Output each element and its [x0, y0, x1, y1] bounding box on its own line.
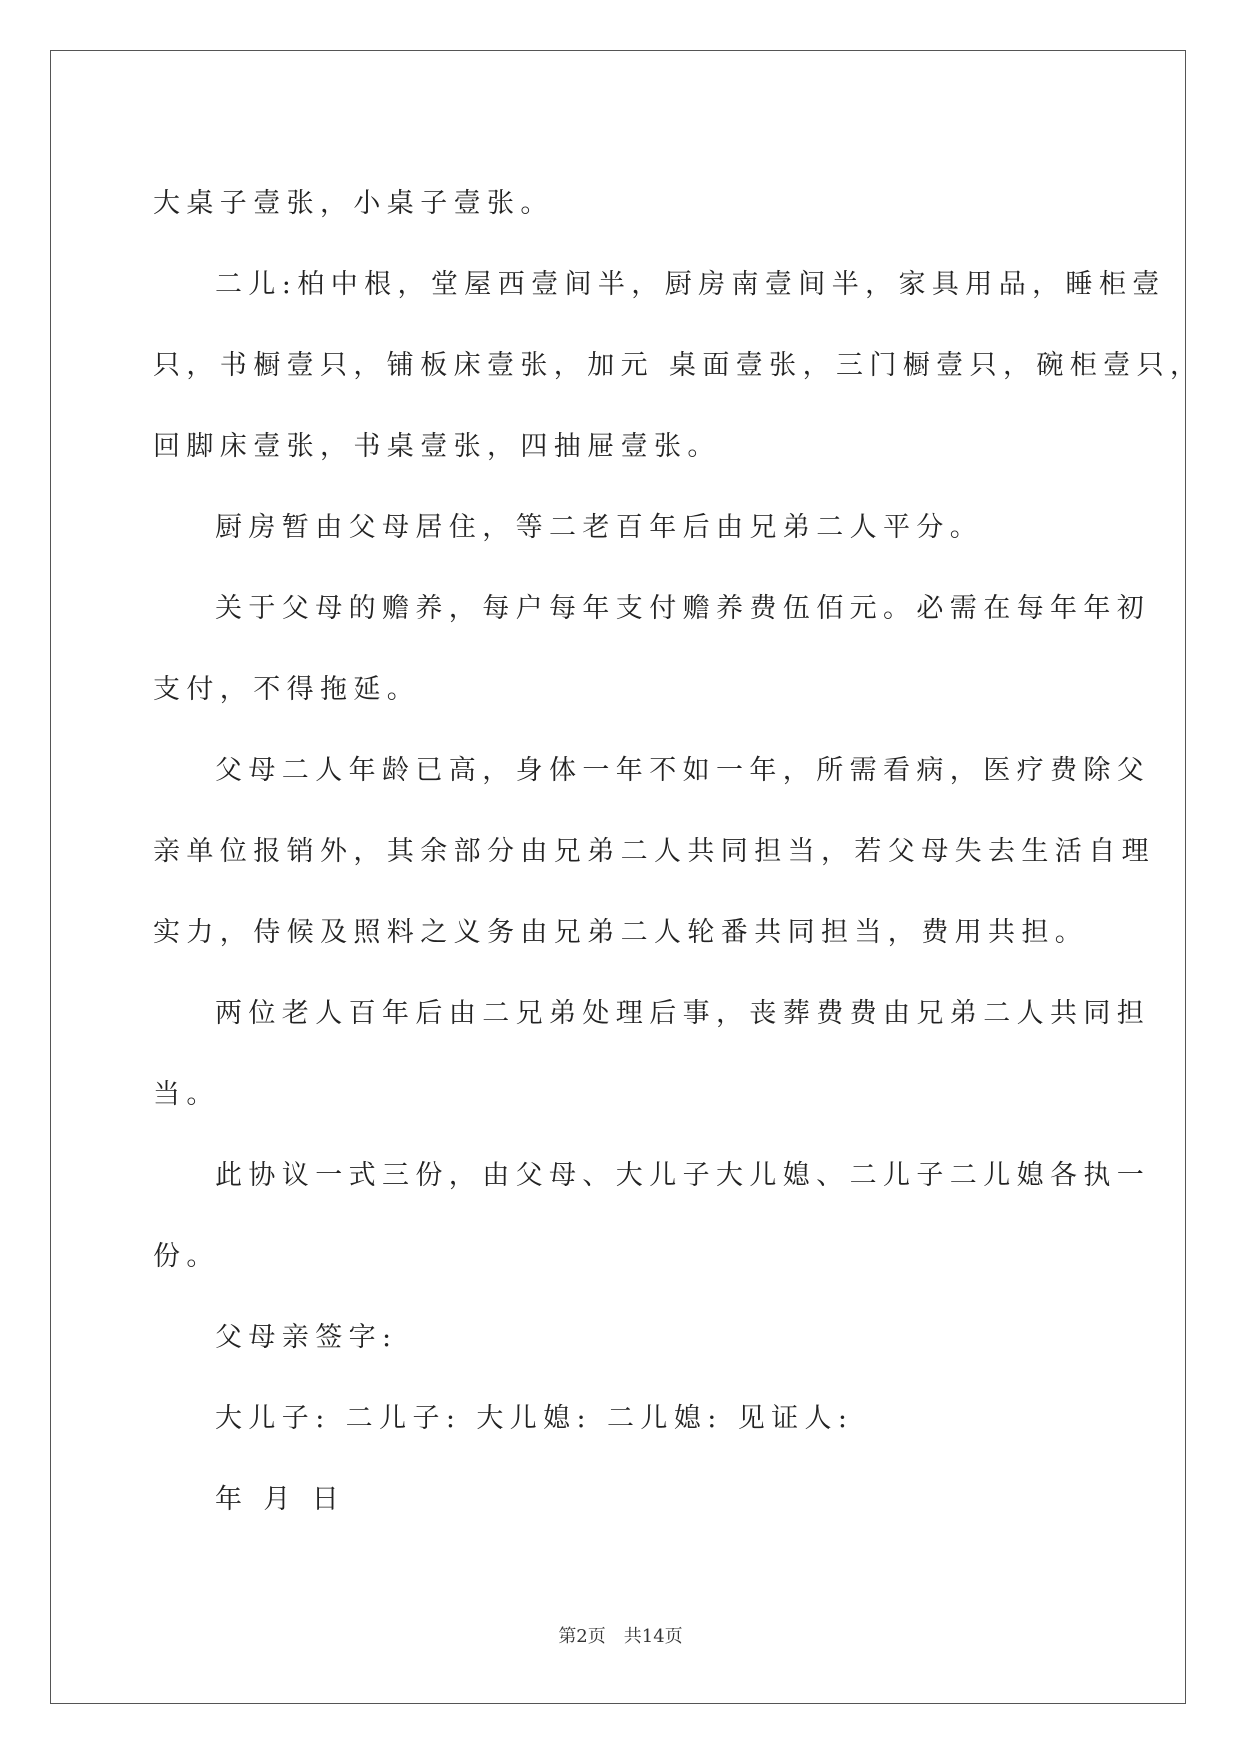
page-footer: 第2页 共14页 — [558, 1626, 683, 1647]
text-line-12: 当。 — [153, 1079, 220, 1110]
text-line-9: 亲单位报销外，其余部分由兄弟二人共同担当，若父母失去生活自理 — [153, 836, 1155, 867]
text-line-2: 二儿:柏中根，堂屋西壹间半，厨房南壹间半，家具用品，睡柜壹 — [215, 269, 1166, 300]
signature-line: 大儿子: 二儿子: 大儿媳: 二儿媳: 见证人: — [215, 1403, 854, 1434]
signature-parents: 父母亲签字: — [215, 1322, 398, 1353]
text-line-14: 份。 — [153, 1241, 220, 1272]
document-body — [153, 163, 1204, 1540]
text-line-5: 厨房暂由父母居住，等二老百年后由兄弟二人平分。 — [215, 512, 984, 543]
text-line-6: 关于父母的赡养，每户每年支付赡养费伍佰元。必需在每年年初 — [215, 593, 1151, 624]
text-line-3: 只，书橱壹只，铺板床壹张，加元 桌面壹张，三门橱壹只，碗柜壹只， — [153, 350, 1204, 381]
text-line-10: 实力，侍候及照料之义务由兄弟二人轮番共同担当，费用共担。 — [153, 917, 1089, 948]
text-line-8: 父母二人年龄已高，身体一年不如一年，所需看病，医疗费除父 — [215, 755, 1151, 786]
text-line-4: 回脚床壹张，书桌壹张，四抽屉壹张。 — [153, 431, 721, 462]
text-line-1: 大桌子壹张，小桌子壹张。 — [153, 188, 554, 219]
text-line-11: 两位老人百年后由二兄弟处理后事，丧葬费费由兄弟二人共同担 — [215, 998, 1151, 1029]
date-line: 年 月 日 — [215, 1484, 346, 1515]
text-line-7: 支付，不得拖延。 — [153, 674, 421, 705]
text-line-13: 此协议一式三份，由父母、大儿子大儿媳、二儿子二儿媳各执一 — [215, 1160, 1151, 1191]
